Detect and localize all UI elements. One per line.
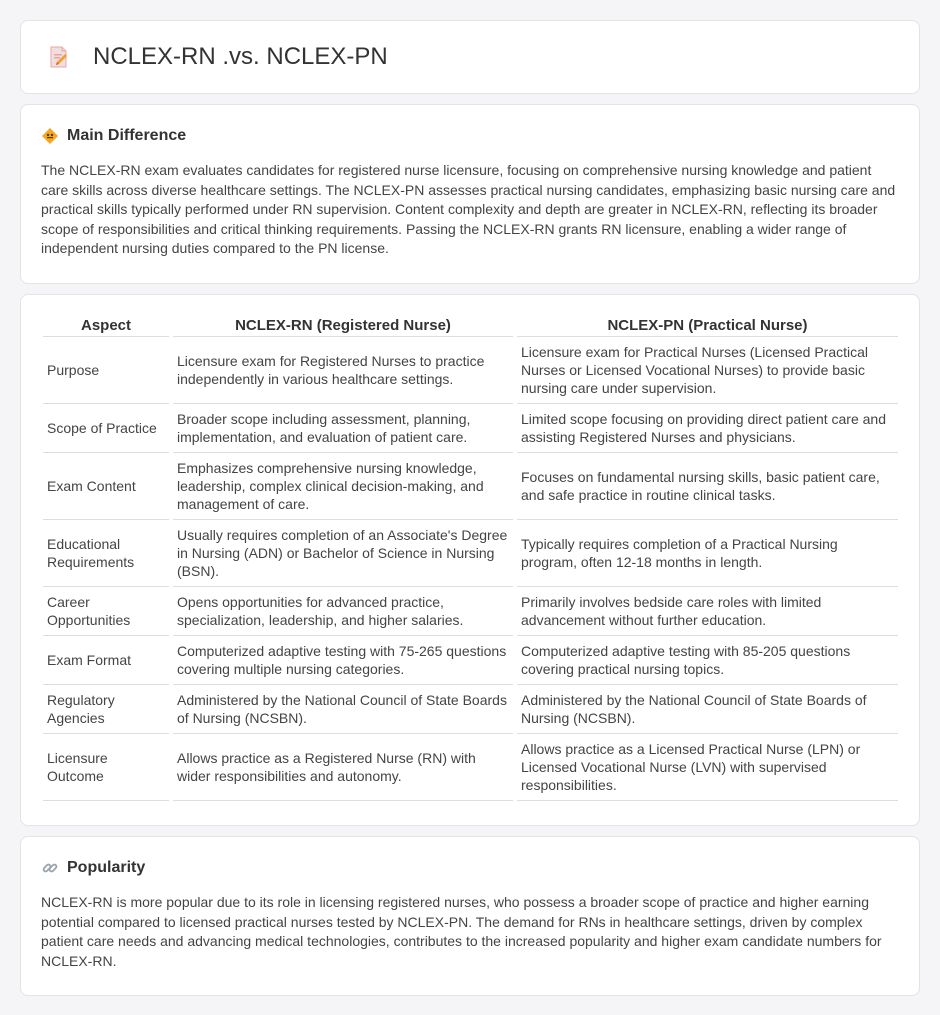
row-pn-value: Typically requires completion of a Practical Nursing program, often 12-18 months in length. [517,520,898,587]
comparison-section [20,294,920,826]
row-aspect: Educational Requirements [43,520,169,587]
row-rn-value: Opens opportunities for advanced practice, specialization, leadership, and higher salaries. [173,587,513,636]
table-header-row [43,311,898,337]
popularity-section [20,836,920,996]
main-difference-title: Main Difference [67,127,187,144]
document-pencil-icon [47,45,71,69]
main-difference-heading [41,127,899,145]
main-difference-section [20,104,920,284]
title-card [20,20,920,94]
header-aspect: Aspect [43,311,169,337]
row-aspect: Career Opportunities [43,587,169,636]
row-pn-value: Computerized adaptive testing with 85-205 questions covering practical nursing topics. [517,636,898,685]
table-row [43,404,898,453]
row-aspect: Exam Format [43,636,169,685]
row-rn-value: Usually requires completion of an Associate's Degree in Nursing (ADN) or Bachelor of Science in Nursing (BSN). [173,520,513,587]
main-difference-text: The NCLEX-RN exam evaluates candidates for registered nurse licensure, focusing on comprehensive nursing knowledge and patient care skills across diverse healthcare settings. The NCLEX-PN assesses practical nursing candidates, emphasizing basic nursing care and practical skills typically performed under RN supervision. Content complexity and depth are greater in NCLEX-RN, reflecting its broader scope of responsibilities and critical thinking requirements. Passing the NCLEX-RN grants RN licensure, enabling a wider range of independent nursing duties compared to the PN license. [41,162,896,256]
popularity-text: NCLEX-RN is more popular due to its role in licensing registered nurses, who possess a broader scope of practice and higher earning potential compared to licensed practical nurses tested by NCLEX-PN. The demand for RNs in healthcare settings, driven by complex patient care needs and advancing medical technologies, contributes to the increased popularity and higher exam candidate numbers for NCLEX-RN. [41,894,882,969]
traffic-sign-icon [41,127,59,145]
table-row [43,453,898,520]
row-aspect: Licensure Outcome [43,734,169,801]
table-row [43,734,898,801]
row-aspect: Purpose [43,337,169,404]
row-aspect: Regulatory Agencies [43,685,169,734]
row-rn-value: Computerized adaptive testing with 75-265 questions covering multiple nursing categories. [173,636,513,685]
table-row [43,587,898,636]
link-icon [41,859,59,877]
row-rn-value: Allows practice as a Registered Nurse (RN) with wider responsibilities and autonomy. [173,734,513,801]
row-pn-value: Administered by the National Council of State Boards of Nursing (NCSBN). [517,685,898,734]
row-aspect: Scope of Practice [43,404,169,453]
row-pn-value: Primarily involves bedside care roles with limited advancement without further education. [517,587,898,636]
page-title: NCLEX-RN .vs. NCLEX-PN [93,43,388,70]
row-rn-value: Broader scope including assessment, planning, implementation, and evaluation of patient care. [173,404,513,453]
table-row [43,636,898,685]
row-pn-value: Licensure exam for Practical Nurses (Licensed Practical Nurses or Licensed Vocational Nurses) to provide basic nursing care under supervision. [517,337,898,404]
table-row [43,685,898,734]
row-rn-value: Licensure exam for Registered Nurses to practice independently in various healthcare settings. [173,337,513,404]
popularity-title: Popularity [67,859,146,876]
row-rn-value: Emphasizes comprehensive nursing knowledge, leadership, complex clinical decision-making, and management of care. [173,453,513,520]
row-rn-value: Administered by the National Council of State Boards of Nursing (NCSBN). [173,685,513,734]
row-pn-value: Limited scope focusing on providing direct patient care and assisting Registered Nurses and physicians. [517,404,898,453]
row-pn-value: Focuses on fundamental nursing skills, basic patient care, and safe practice in routine clinical tasks. [517,453,898,520]
popularity-heading [41,859,899,877]
row-aspect: Exam Content [43,453,169,520]
header-nclex-pn: NCLEX-PN (Practical Nurse) [517,311,898,337]
table-row [43,520,898,587]
table-row [43,337,898,404]
comparison-table [39,311,902,801]
row-pn-value: Allows practice as a Licensed Practical Nurse (LPN) or Licensed Vocational Nurse (LVN) with supervised responsibilities. [517,734,898,801]
header-nclex-rn: NCLEX-RN (Registered Nurse) [173,311,513,337]
